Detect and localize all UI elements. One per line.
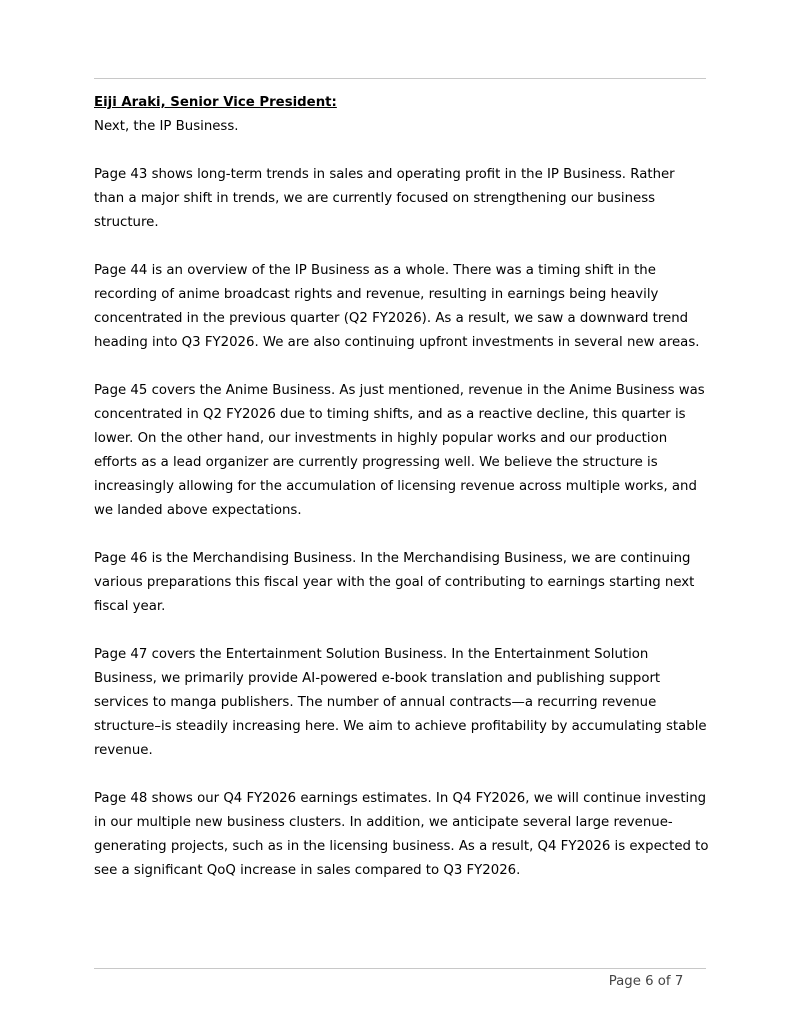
transcript-body (94, 91, 709, 907)
header-divider (94, 78, 706, 79)
paragraph-page-45: Page 45 covers the Anime Business. As just mentioned, revenue in the Anime Business was concentrated in Q2 FY2026 due to timing shifts, and as a reactive decline, this quarter is lower. On the other hand, our investments in highly popular works and our production efforts as a lead organizer are currently progressing well. We believe the structure is increasingly allowing for the accumulation of licensing revenue across multiple works, and we landed above expectations. (94, 383, 705, 518)
paragraph-page-43: Page 43 shows long-term trends in sales and operating profit in the IP Business. Rather than a major shift in trends, we are currently focused on strengthening our business structure. (94, 167, 675, 230)
intro-line: Next, the IP Business. (94, 119, 239, 134)
paragraph-page-47: Page 47 covers the Entertainment Solution Business. In the Entertainment Solution Business, we primarily provide AI-powered e-book translation and publishing support services to manga publishers. The number of annual contracts—a recurring revenue structure–is steadily increasing here. We aim to achieve profitability by accumulating stable revenue. (94, 647, 707, 758)
paragraph-page-48: Page 48 shows our Q4 FY2026 earnings estimates. In Q4 FY2026, we will continue investing in our multiple new business clusters. In addition, we anticipate several large revenue-generating projects, such as in the licensing business. As a result, Q4 FY2026 is expected to see a significant QoQ increase in sales compared to Q3 FY2026. (94, 791, 709, 878)
paragraph-page-46: Page 46 is the Merchandising Business. In the Merchandising Business, we are continuing various preparations this fiscal year with the goal of contributing to earnings starting next fiscal year. (94, 551, 695, 614)
page-number: Page 6 of 7 (608, 974, 684, 989)
footer-divider (94, 968, 706, 969)
speaker-name: Eiji Araki, Senior Vice President: (94, 95, 337, 110)
paragraph-page-44: Page 44 is an overview of the IP Business as a whole. There was a timing shift in the recording of anime broadcast rights and revenue, resulting in earnings being heavily concentrated in the previous quarter (Q2 FY2026). As a result, we saw a downward trend heading into Q3 FY2026. We are also continuing upfront investments in several new areas. (94, 263, 700, 350)
